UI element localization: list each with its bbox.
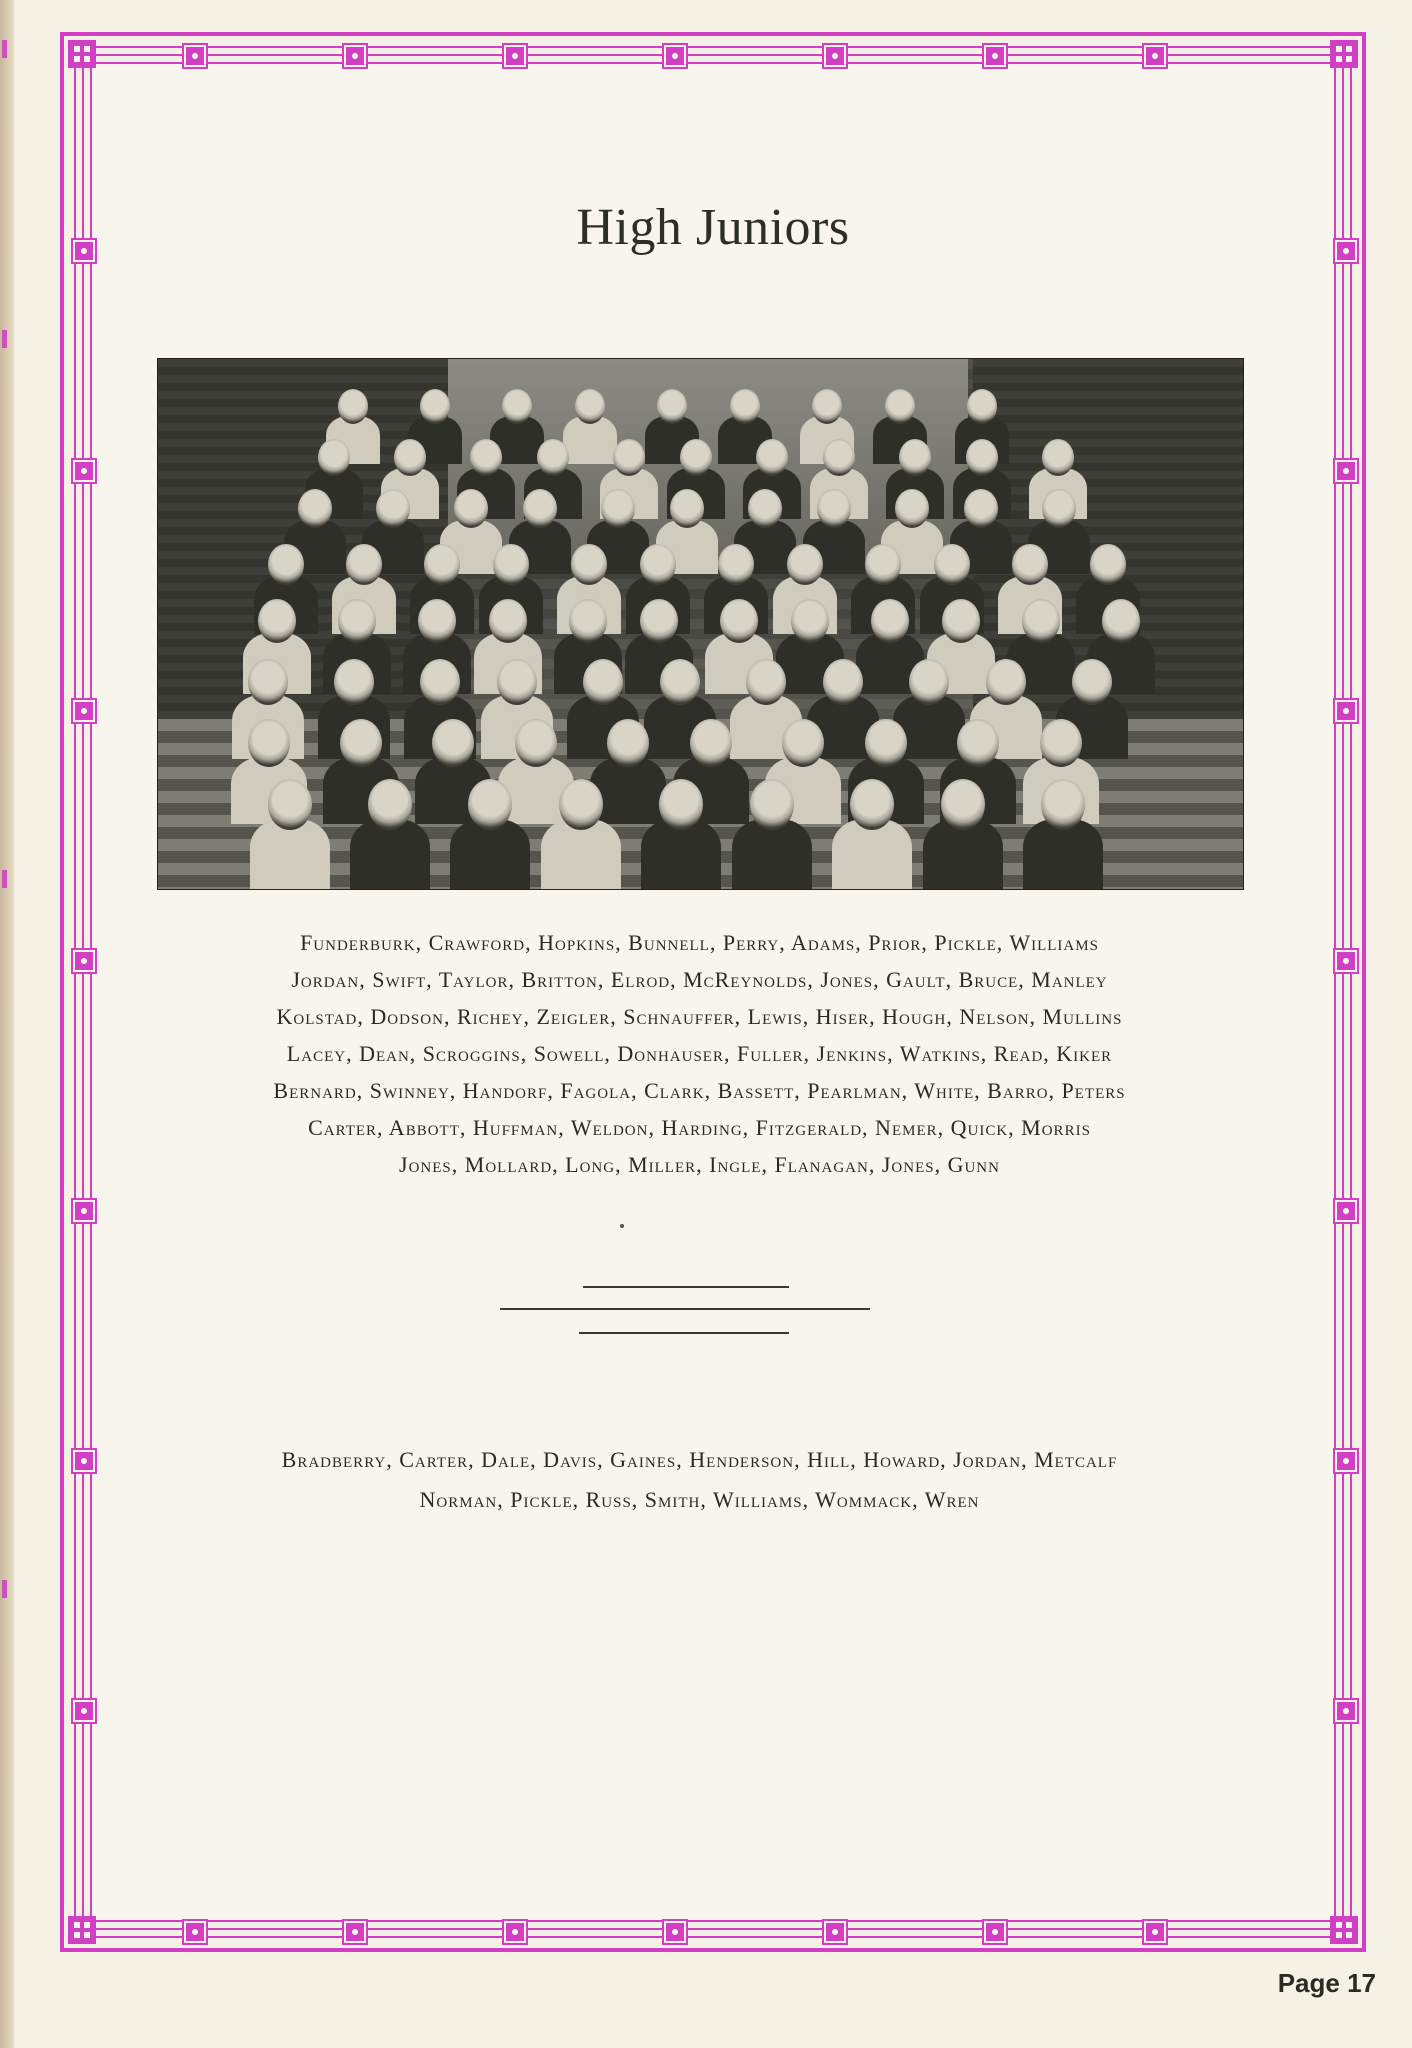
photo-person-face <box>418 599 456 643</box>
border-ornament <box>344 45 366 67</box>
border-ornament <box>344 1921 366 1943</box>
border-ornament <box>1335 460 1357 482</box>
photo-person-face <box>787 544 823 585</box>
photo-person-face <box>730 389 760 424</box>
photo-person-face <box>865 544 901 585</box>
photo-person-face <box>424 544 460 585</box>
photo-person-face <box>1040 719 1082 767</box>
class-group-photo <box>157 358 1244 890</box>
border-ornament <box>664 1921 686 1943</box>
photo-person-face <box>964 489 998 528</box>
photo-person-face <box>967 389 997 424</box>
page-title: High Juniors <box>576 199 850 256</box>
names-row: Lacey, Dean, Scroggins, Sowell, Donhauser, Fuller, Jenkins, Watkins, Read, Kiker <box>286 1041 1113 1066</box>
photo-person-face <box>583 659 623 705</box>
border-ornament <box>664 45 686 67</box>
border-ornament <box>73 700 95 722</box>
photo-person-face <box>368 779 412 830</box>
photo-person-face <box>640 544 676 585</box>
names-row: Kolstad, Dodson, Richey, Zeigler, Schnauffer, Lewis, Hiser, Hough, Nelson, Mullins <box>276 1004 1123 1029</box>
border-ornament <box>73 460 95 482</box>
photo-person-face <box>942 599 980 643</box>
photo-person-face <box>1042 439 1074 476</box>
photo-person-face <box>420 659 460 705</box>
photo-person-face <box>569 599 607 643</box>
names-row: Bernard, Swinney, Handorf, Fagola, Clark, Bassett, Pearlman, White, Barro, Peters <box>273 1078 1126 1103</box>
photo-person-face <box>909 659 949 705</box>
photo-person-face <box>660 659 700 705</box>
photo-person-face <box>750 779 794 830</box>
border-ornament <box>1335 950 1357 972</box>
photo-person-face <box>957 719 999 767</box>
border-ornament <box>1335 1200 1357 1222</box>
photo-person-face <box>680 439 712 476</box>
photo-person-face <box>756 439 788 476</box>
photo-person-face <box>817 489 851 528</box>
absent-row: Norman, Pickle, Russ, Smith, Williams, Wommack, Wren <box>419 1487 980 1512</box>
photo-person-face <box>1041 779 1085 830</box>
photo-person-face <box>248 719 290 767</box>
photo-person-face <box>394 439 426 476</box>
photo-person-face <box>1072 659 1112 705</box>
photo-person-face <box>334 659 374 705</box>
border-ornament <box>1144 1921 1166 1943</box>
border-corner-ornament <box>68 40 96 68</box>
border-ornament <box>184 1921 206 1943</box>
photo-person-face <box>1090 544 1126 585</box>
photo-person-face <box>268 779 312 830</box>
divider-rule <box>500 1308 870 1310</box>
border-ornament <box>73 1200 95 1222</box>
photo-person-face <box>340 719 382 767</box>
border-ornament <box>824 45 846 67</box>
photo-person-face <box>607 719 649 767</box>
photo-person-face <box>318 439 350 476</box>
page-number: Page 17 <box>1277 1968 1376 1998</box>
border-ornament <box>984 1921 1006 1943</box>
border-corner-ornament <box>68 1916 96 1944</box>
names-row: Jones, Mollard, Long, Miller, Ingle, Flanagan, Jones, Gunn <box>399 1152 1000 1177</box>
border-ornament <box>73 1700 95 1722</box>
border-ornament <box>73 950 95 972</box>
names-row: Carter, Abbott, Huffman, Weldon, Harding, Fitzgerald, Nemer, Quick, Morris <box>308 1115 1091 1140</box>
photo-person-face <box>298 489 332 528</box>
photo-person-face <box>601 489 635 528</box>
border-ornament <box>184 45 206 67</box>
photo-person-face <box>812 389 842 424</box>
photo-person-face <box>268 544 304 585</box>
photo-person-face <box>502 389 532 424</box>
photo-person-face <box>338 599 376 643</box>
photo-person-face <box>791 599 829 643</box>
photo-person-face <box>823 439 855 476</box>
photo-person-face <box>559 779 603 830</box>
ink-speck <box>620 1224 624 1228</box>
photo-person-face <box>690 719 732 767</box>
photo-person-face <box>934 544 970 585</box>
photo-person-face <box>966 439 998 476</box>
photo-person-face <box>537 439 569 476</box>
photo-person-face <box>432 719 474 767</box>
divider-rule <box>583 1286 789 1288</box>
divider-rule <box>579 1332 789 1334</box>
photo-person-face <box>941 779 985 830</box>
photo-person-face <box>885 389 915 424</box>
photo-person-face <box>1102 599 1140 643</box>
border-ornament <box>984 45 1006 67</box>
photo-person-face <box>746 659 786 705</box>
photo-person-face <box>1042 489 1076 528</box>
photo-person-face <box>613 439 645 476</box>
photo-person-face <box>523 489 557 528</box>
photo-person-face <box>670 489 704 528</box>
photo-person-face <box>470 439 502 476</box>
yearbook-page <box>14 0 1412 2048</box>
photo-person-face <box>748 489 782 528</box>
photo-person-face <box>718 544 754 585</box>
absent-row: Bradberry, Carter, Dale, Davis, Gaines, Henderson, Hill, Howard, Jordan, Metcalf <box>281 1447 1118 1472</box>
photo-person-face <box>899 439 931 476</box>
border-ornament <box>73 1450 95 1472</box>
names-row: Funderburk, Crawford, Hopkins, Bunnell, Perry, Adams, Prior, Pickle, Williams <box>300 930 1099 955</box>
border-corner-ornament <box>1330 40 1358 68</box>
photo-person-face <box>659 779 703 830</box>
border-ornament <box>1335 700 1357 722</box>
photo-person-face <box>454 489 488 528</box>
photo-person-face <box>468 779 512 830</box>
photo-person-face <box>850 779 894 830</box>
photo-person-face <box>720 599 758 643</box>
border-ornament <box>1144 45 1166 67</box>
photo-person-face <box>1012 544 1048 585</box>
photo-person-face <box>1022 599 1060 643</box>
student-names-list <box>157 924 1242 1183</box>
photo-person-face <box>640 599 678 643</box>
border-ornament <box>824 1921 846 1943</box>
photo-person-face <box>248 659 288 705</box>
photo-person-face <box>338 389 368 424</box>
photo-person-face <box>657 389 687 424</box>
photo-person-face <box>571 544 607 585</box>
photo-person-face <box>515 719 557 767</box>
border-ornament <box>1335 1450 1357 1472</box>
absent-students-list <box>157 1440 1242 1520</box>
photo-person-face <box>376 489 410 528</box>
photo-person-face <box>865 719 907 767</box>
photo-person-face <box>823 659 863 705</box>
book-spine-edge <box>0 0 14 2048</box>
photo-person-face <box>489 599 527 643</box>
photo-person-face <box>986 659 1026 705</box>
photo-person-face <box>493 544 529 585</box>
photo-person-face <box>895 489 929 528</box>
border-ornament <box>504 1921 526 1943</box>
photo-person-face <box>420 389 450 424</box>
photo-person-face <box>782 719 824 767</box>
border-ornament <box>1335 1700 1357 1722</box>
photo-person-face <box>258 599 296 643</box>
photo-person-face <box>575 389 605 424</box>
photo-person-face <box>346 544 382 585</box>
names-row: Jordan, Swift, Taylor, Britton, Elrod, McReynolds, Jones, Gault, Bruce, Manley <box>291 967 1108 992</box>
photo-person-face <box>871 599 909 643</box>
border-corner-ornament <box>1330 1916 1358 1944</box>
border-ornament <box>504 45 526 67</box>
photo-person-face <box>497 659 537 705</box>
